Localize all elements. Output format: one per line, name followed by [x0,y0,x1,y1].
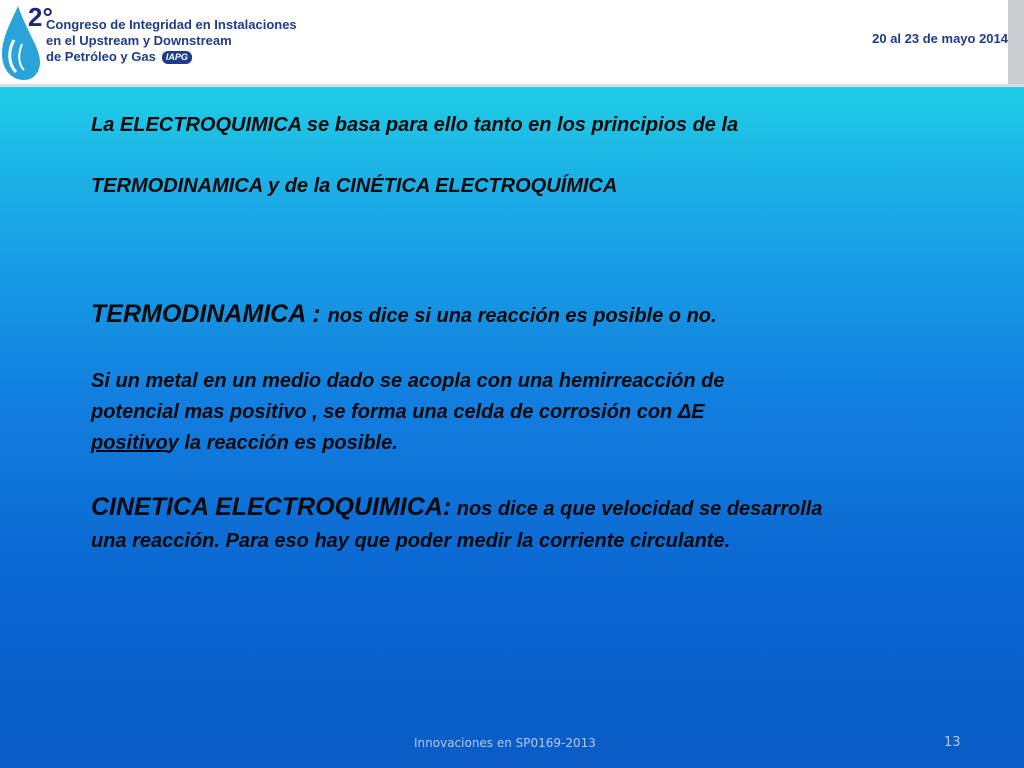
footer-text: Innovaciones en SP0169-2013 [414,736,596,750]
logo-line-2: en el Upstream y Downstream [46,33,232,48]
cinetica-line-2: una reacción. Para eso hay que poder medir la corriente circulante. [91,530,731,552]
logo-text [46,17,297,65]
intro-line-2: TERMODINAMICA y de la CINÉTICA ELECTROQUÍMICA [91,175,618,197]
metal-line-3-rest: y la reacción es posible. [167,432,398,454]
intro-line-1: La ELECTROQUIMICA se basa para ello tanto en los principios de la [91,114,739,136]
termodinamica-term: TERMODINAMICA : [91,300,328,328]
iapg-badge: IAPG [162,51,192,64]
header [0,0,1024,84]
event-date: 20 al 23 de mayo 2014 [872,31,1008,46]
logo-number: 2° [28,2,53,32]
logo-line-3 [46,49,297,65]
metal-line-2: potencial mas positivo , se forma una celda de corrosión con ΔE [91,401,705,423]
termodinamica-description: nos dice si una reacción es posible o no. [327,305,717,327]
logo-line-3-text: de Petróleo y Gas [46,49,156,64]
metal-paragraph [91,366,951,459]
termodinamica-paragraph [91,300,717,329]
page-number: 13 [944,735,961,750]
cinetica-line-1 [91,491,991,525]
metal-line-3 [91,428,951,459]
logo-line-1: Congreso de Integridad en Instalaciones [46,17,297,32]
metal-line-1: Si un metal en un medio dado se acopla con una hemirreacción de [91,370,725,392]
cinetica-term: CINETICA ELECTROQUIMICA: [91,493,452,521]
positivo-underlined: positivo [91,432,168,454]
header-side-bar [1008,0,1024,84]
cinetica-description: nos dice a que velocidad se desarrolla [451,498,823,520]
cinetica-paragraph [91,491,991,557]
